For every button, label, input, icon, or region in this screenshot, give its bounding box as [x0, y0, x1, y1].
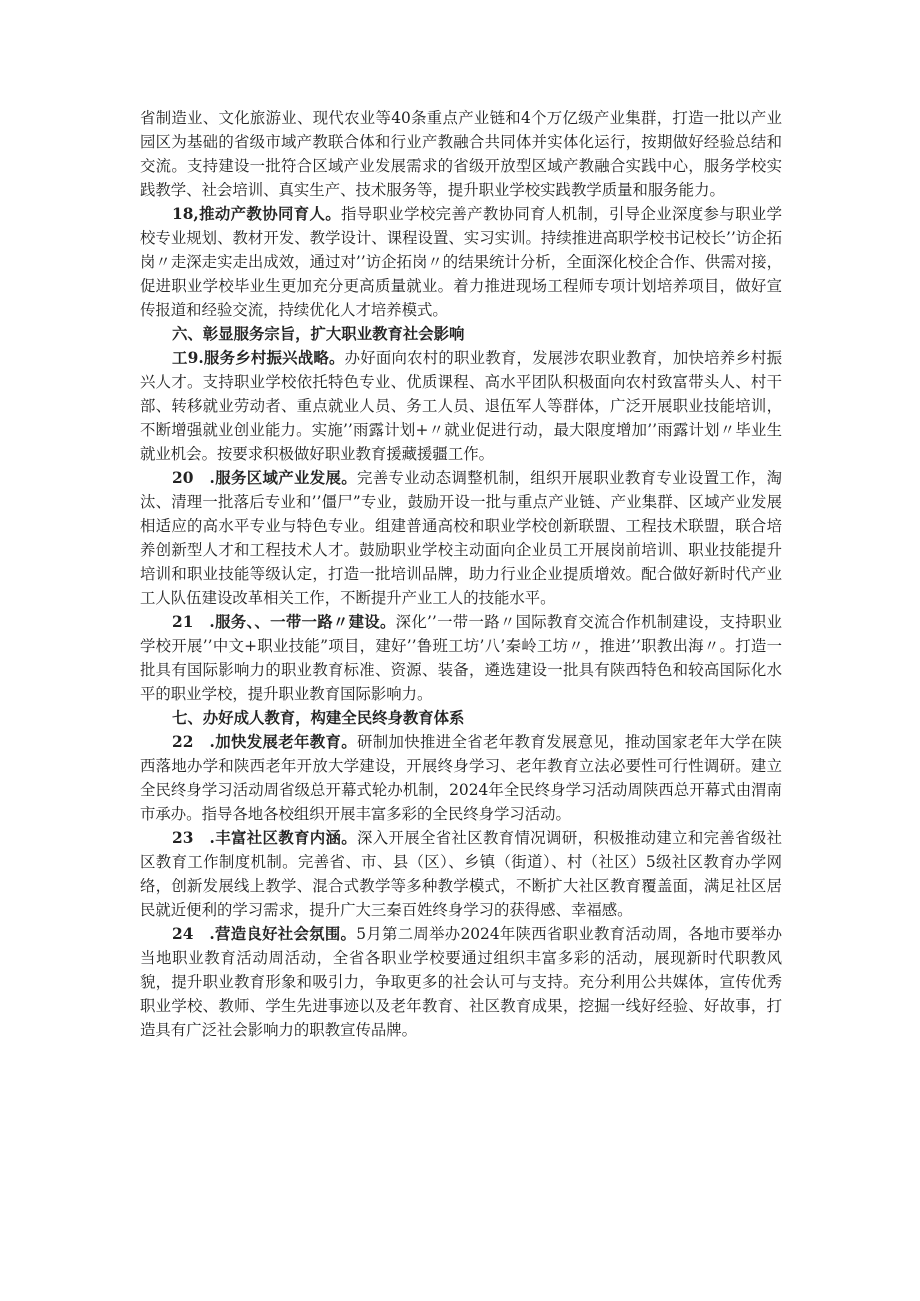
paragraph-text: 省制造业、文化旅游业、现代农业等40条重点产业链和4个万亿级产业集群，打造一批以产业园区为基础的省级市域产教联合体和行业产教融合共同体并实体化运行，按期做好经验总结和交流。支持建设一批符合区域产业发展需求的省级开放型区域产教融合实践中心，服务学校实践教学、社会培训、真实生产、技术服务等，提升职业学校实践教学质量和服务能力。: [140, 109, 782, 199]
item-lead-20: 20 .服务区域产业发展。: [172, 469, 358, 487]
item-lead-21: 21 .服务、、一带一路〃建设。: [172, 613, 396, 631]
paragraph-item-19: [140, 346, 782, 466]
paragraph-item-23: [140, 826, 782, 922]
paragraph-item-20: [140, 466, 782, 610]
section-heading-7: [140, 706, 782, 730]
item-lead-18: 18,推动产教协同育人。: [172, 205, 342, 223]
item-lead-22: 22 .加快发展老年教育。: [172, 733, 358, 751]
paragraph-item-18: [140, 202, 782, 322]
document-body: [140, 106, 782, 1042]
paragraph-text: 办好面向农村的职业教育，发展涉农职业教育，加快培养乡村振兴人才。支持职业学校依托特色专业、优质课程、高水平团队积极面向农村致富带头人、村干部、转移就业劳动者、重点就业人员、务工人员、退伍军人等群体，广泛开展职业技能培训，不断增强就业创业能力。实施’’雨露计划+〃就业促进行动，最大限度增加’’雨露计划〃毕业生就业机会。按要求积极做好职业教育援藏援疆工作。: [140, 349, 782, 463]
paragraph-text: 深化’’一带一路〃国际教育交流合作机制建设，支持职业学校开展’’中文+职业技能”项目，建好’’鲁班工坊’八’秦岭工坊〃，推进’’职教出海〃。打造一批具有国际影响力的职业教育标准、资源、装备，遴选建设一批具有陕西特色和较高国际化水平的职业学校，提升职业教育国际影响力。: [140, 613, 782, 703]
section-heading-6: [140, 322, 782, 346]
paragraph-text: 5月第二周举办2024年陕西省职业教育活动周，各地市要举办当地职业教育活动周活动，全省各职业学校要通过组织丰富多彩的活动，展现新时代职教风貌，提升职业教育形象和吸引力，争取更多的社会认可与支持。充分利用公共媒体，宣传优秀职业学校、教师、学生先进事迹以及老年教育、社区教育成果，挖掘一线好经验、好故事，打造具有广泛社会影响力的职教宣传品牌。: [140, 925, 782, 1039]
section-heading-text: 六、彰显服务宗旨，扩大职业教育社会影响: [172, 325, 465, 343]
paragraph-text: 指导职业学校完善产教协同育人机制，引导企业深度参与职业学校专业规划、教材开发、教学设计、课程设置、实习实训。持续推进高职学校书记校长’’访企拓岗〃走深走实走出成效，通过对’’访企拓岗〃的结果统计分析，全面深化校企合作、供需对接，促进职业学校毕业生更加充分更高质量就业。着力推进现场工程师专项计划培养项目，做好宣传报道和经验交流，持续优化人才培养模式。: [140, 205, 782, 319]
paragraph-item-21: [140, 610, 782, 706]
paragraph-text: 深入开展全省社区教育情况调研，积极推动建立和完善省级社区教育工作制度机制。完善省、市、县（区）、乡镇（街道）、村（社区）5级社区教育办学网络，创新发展线上教学、混合式教学等多种教学模式，不断扩大社区教育覆盖面，满足社区居民就近便利的学习需求，提升广大三秦百姓终身学习的获得感、幸福感。: [140, 829, 782, 919]
item-lead-23: 23 .丰富社区教育内涵。: [172, 829, 358, 847]
paragraph-text: 研制加快推进全省老年教育发展意见，推动国家老年大学在陕西落地办学和陕西老年开放大学建设，开展终身学习、老年教育立法必要性可行性调研。建立全民终身学习活动周省级总开幕式轮办机制，2024年全民终身学习活动周陕西总开幕式由渭南市承办。指导各地各校组织开展丰富多彩的全民终身学习活动。: [140, 733, 782, 823]
paragraph-continuation: [140, 106, 782, 202]
item-lead-19: 工9.服务乡村振兴战略。: [172, 349, 345, 367]
paragraph-item-22: [140, 730, 782, 826]
paragraph-item-24: [140, 922, 782, 1042]
section-heading-text: 七、办好成人教育，构建全民终身教育体系: [172, 709, 465, 727]
item-lead-24: 24 .营造良好社会氛围。: [172, 925, 357, 943]
paragraph-text: 完善专业动态调整机制，组织开展职业教育专业设置工作，淘汰、清理一批落后专业和’’僵尸”专业，鼓励开设一批与重点产业链、产业集群、区域产业发展相适应的高水平专业与特色专业。组建普通高校和职业学校创新联盟、工程技术联盟，联合培养创新型人才和工程技术人才。鼓励职业学校主动面向企业员工开展岗前培训、职业技能提升培训和职业技能等级认定，打造一批培训品牌，助力行业企业提质增效。配合做好新时代产业工人队伍建设改革相关工作，不断提升产业工人的技能水平。: [140, 469, 782, 607]
